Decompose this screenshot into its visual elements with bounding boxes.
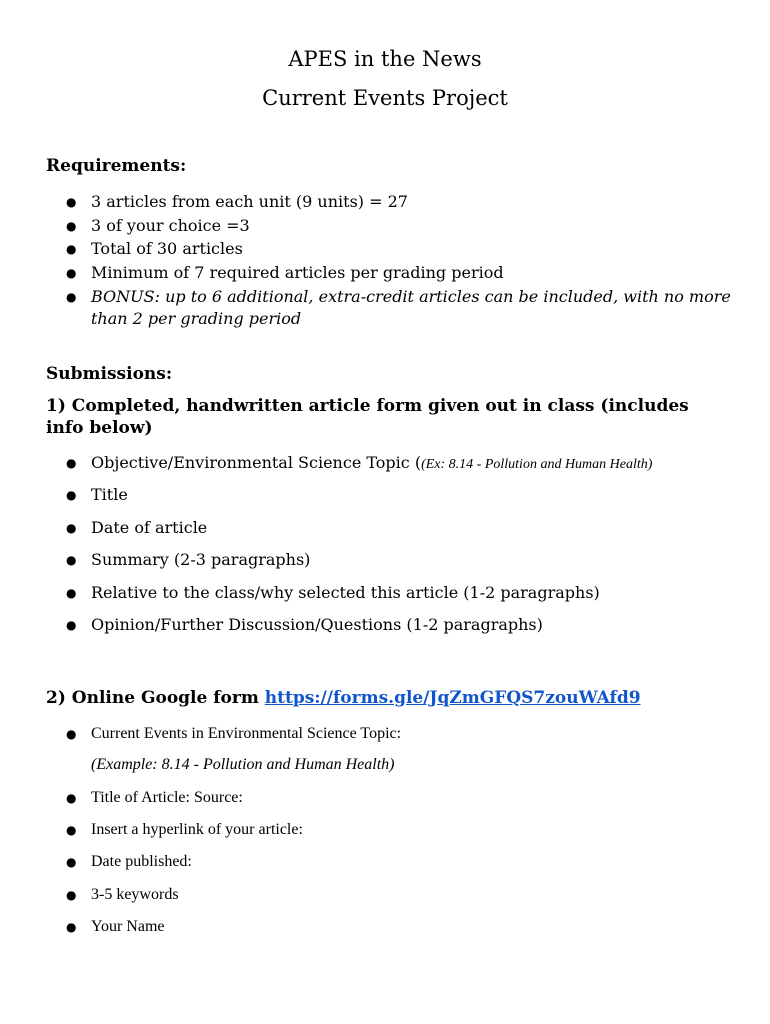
part2-heading: 2) Online Google form	[46, 688, 259, 708]
doc-title: APES in the News	[288, 47, 482, 71]
requirements-heading: Requirements:	[46, 156, 187, 176]
part1-heading: 1) Completed, handwritten article form given out in class (includes info below)	[46, 396, 689, 438]
part2-topic: Current Events in Environmental Science Topic:	[91, 725, 402, 742]
bullet-icon: ●	[66, 553, 77, 567]
requirement-item: Total of 30 articles	[91, 239, 243, 258]
part1-item: Date of article	[91, 518, 208, 537]
bullet-icon: ●	[66, 266, 77, 280]
part1-item: Title	[91, 485, 128, 504]
part1-item: Relative to the class/why selected this article (1-2 paragraphs)	[91, 583, 600, 602]
bullet-icon: ●	[66, 242, 77, 256]
part2-heading-line	[46, 688, 641, 708]
bonus-requirement: BONUS: up to 6 additional, extra-credit articles can be included, with no more than 2 per grading period	[91, 287, 731, 328]
bullet-icon: ●	[66, 586, 77, 600]
bullet-icon: ●	[66, 618, 77, 632]
part2-example: (Example: 8.14 - Pollution and Human Health)	[91, 756, 395, 773]
part1-item: Summary (2-3 paragraphs)	[91, 550, 311, 569]
bullet-icon: ●	[66, 456, 77, 470]
doc-subtitle: Current Events Project	[262, 86, 508, 110]
requirement-item: 3 of your choice =3	[91, 216, 250, 235]
part2-item: Date published:	[91, 853, 192, 870]
bullet-icon: ●	[66, 855, 77, 869]
bullet-icon: ●	[66, 727, 77, 741]
bullet-icon: ●	[66, 521, 77, 535]
bullet-icon: ●	[66, 920, 77, 934]
part1-topic-label: Objective/Environmental Science Topic (	[91, 453, 422, 472]
bullet-icon: ●	[66, 290, 77, 304]
requirement-item: 3 articles from each unit (9 units) = 27	[91, 192, 408, 211]
bullet-icon: ●	[66, 888, 77, 902]
part1-item: Opinion/Further Discussion/Questions (1-2 paragraphs)	[91, 615, 543, 634]
part1-topic-example: (Ex: 8.14 - Pollution and Human Health)	[421, 457, 653, 472]
bullet-icon: ●	[66, 823, 77, 837]
requirement-item: Minimum of 7 required articles per grading period	[91, 263, 504, 282]
part2-item: Insert a hyperlink of your article:	[91, 821, 303, 838]
part2-item: Your Name	[91, 918, 165, 935]
bullet-icon: ●	[66, 219, 77, 233]
bullet-icon: ●	[66, 195, 77, 209]
bullet-icon: ●	[66, 488, 77, 502]
part2-item: 3-5 keywords	[91, 886, 179, 903]
google-form-link[interactable]: https://forms.gle/JqZmGFQS7zouWAfd9	[264, 688, 641, 708]
part2-item: Title of Article: Source:	[91, 789, 243, 806]
bullet-icon: ●	[66, 791, 77, 805]
submissions-heading: Submissions:	[46, 364, 173, 384]
part1-topic-item	[91, 452, 652, 476]
